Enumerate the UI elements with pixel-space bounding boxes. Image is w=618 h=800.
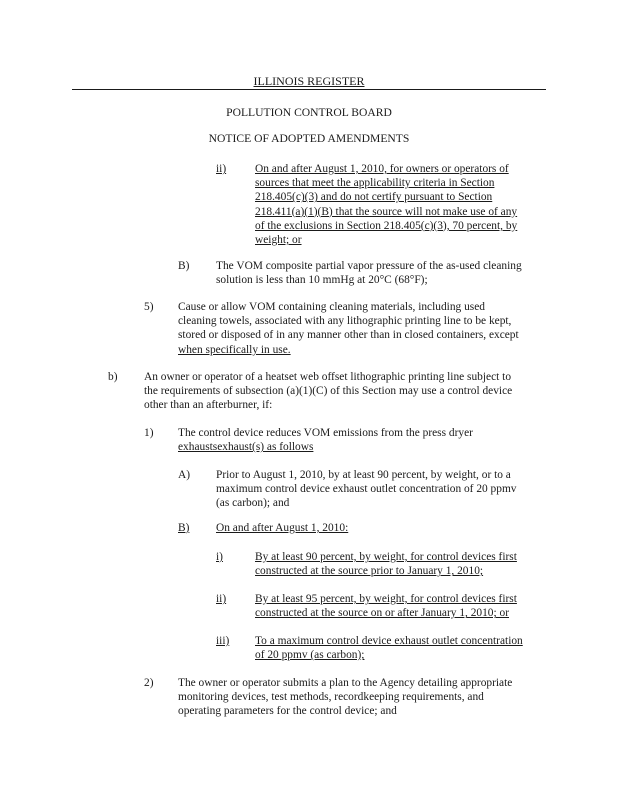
paragraph-line: By at least 95 percent, by weight, for control devices first <box>255 593 517 605</box>
board-title: POLLUTION CONTROL BOARD <box>226 106 392 119</box>
paragraph-line: Prior to August 1, 2010, by at least 90 percent, by weight, or to a <box>216 469 511 481</box>
paragraph-line: cleaning towels, associated with any lithographic printing line to be kept, <box>178 315 512 328</box>
paragraph-line: constructed at the source on or after January 1, 2010; or <box>255 607 509 620</box>
paragraph-line: The owner or operator submits a plan to the Agency detailing appropriate <box>178 677 513 689</box>
paragraph-line: On and after August 1, 2010, for owners or operators of <box>255 163 509 175</box>
paragraph-label: ii) <box>216 163 227 175</box>
paragraph-line: maximum control device exhaust outlet concentration of 20 ppmv <box>216 483 517 496</box>
paragraph-line: sources that meet the applicability criteria in Section <box>255 177 495 190</box>
paragraph-line: stored or disposed of in any manner other than in closed containers, except <box>178 329 519 342</box>
paragraph-label: i) <box>216 551 223 563</box>
paragraph-label: iii) <box>216 635 230 647</box>
paragraph-line: when specifically in use. <box>178 343 291 356</box>
paragraph-line: 218.405(c)(3) and do not certify pursuant to Section <box>255 191 493 204</box>
paragraph-line: Cause or allow VOM containing cleaning materials, including used <box>178 301 485 313</box>
paragraph-label: ii) <box>216 593 227 605</box>
register-title: ILLINOIS REGISTER <box>253 74 365 88</box>
paragraph-line: The VOM composite partial vapor pressure of the as-used cleaning <box>216 260 522 272</box>
notice-title: NOTICE OF ADOPTED AMENDMENTS <box>208 132 410 145</box>
paragraph-line: weight; or <box>255 234 302 247</box>
paragraph-line: other than an afterburner, if: <box>144 399 273 412</box>
paragraph-line: constructed at the source prior to January 1, 2010; <box>255 565 484 578</box>
paragraph-label: b) <box>108 371 118 383</box>
paragraph-line: 218.411(a)(1)(B) that the source will not make use of any <box>255 205 518 218</box>
paragraph-label: B) <box>178 260 190 272</box>
paragraph-label: 1) <box>144 427 154 439</box>
paragraph-line: The control device reduces VOM emissions from the press dryer <box>178 427 473 439</box>
paragraph-label: 2) <box>144 677 154 689</box>
paragraph-line: By at least 90 percent, by weight, for control devices first <box>255 551 517 563</box>
paragraph-line: (as carbon); and <box>216 497 290 510</box>
paragraph-line: operating parameters for the control device; and <box>178 705 397 718</box>
paragraph-line: To a maximum control device exhaust outlet concentration <box>255 635 523 647</box>
paragraph-line: monitoring devices, test methods, recordkeeping requirements, and <box>178 691 484 704</box>
paragraph-line: solution is less than 10 mmHg at 20°C (68°F); <box>216 274 428 287</box>
paragraph-line: the requirements of subsection (a)(1)(C) of this Section may use a control device <box>144 385 513 398</box>
paragraph-label: A) <box>178 469 191 481</box>
paragraph-label: B) <box>178 522 190 534</box>
paragraph-line: exhaustsexhaust(s) as follows <box>178 441 314 454</box>
paragraph-line: of the exclusions in Section 218.405(c)(3), 70 percent, by <box>255 219 518 232</box>
header-rule <box>72 89 546 90</box>
paragraph-label: 5) <box>144 301 154 313</box>
paragraph-line: On and after August 1, 2010: <box>216 522 349 534</box>
paragraph-line: of 20 ppmv (as carbon); <box>255 649 365 662</box>
paragraph-line: An owner or operator of a heatset web offset lithographic printing line subject to <box>144 371 512 383</box>
